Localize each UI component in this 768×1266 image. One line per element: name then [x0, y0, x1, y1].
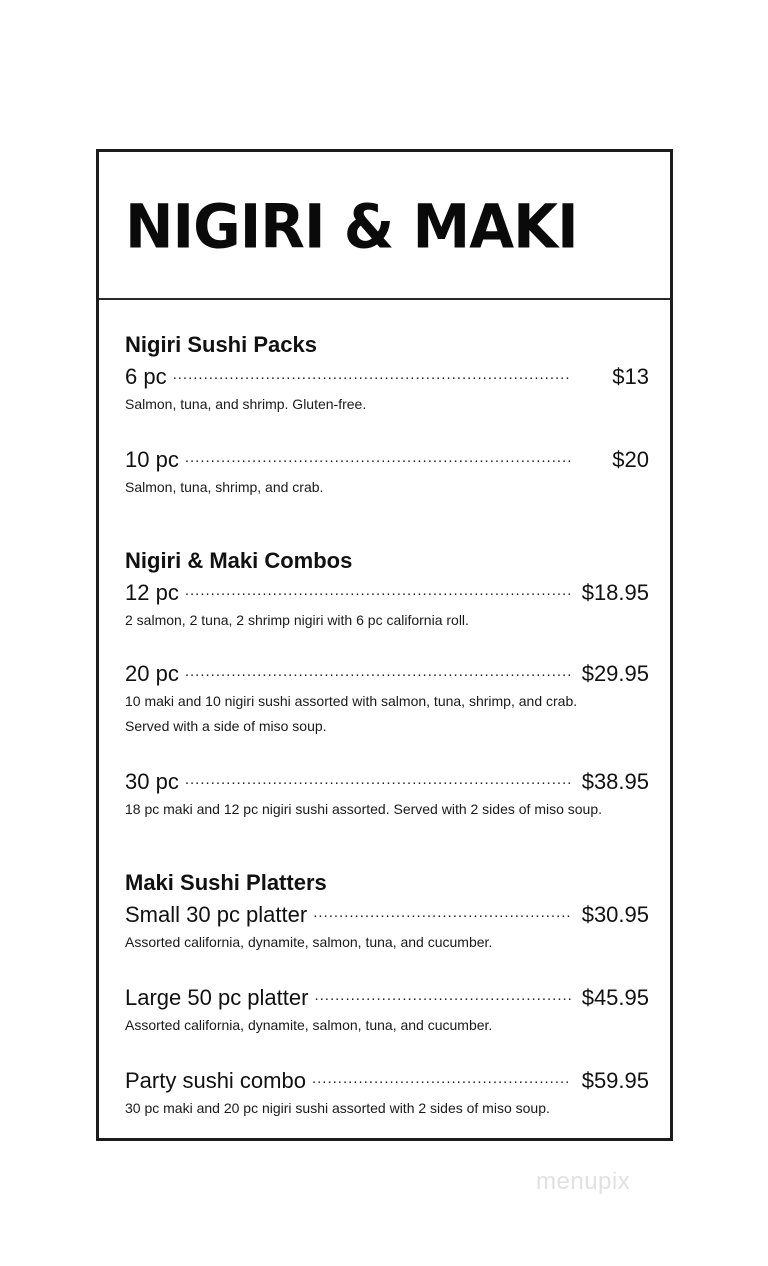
section-nigiri-maki-combos — [125, 548, 649, 822]
item-price: $18.95 — [581, 580, 649, 605]
menu-item — [125, 896, 649, 955]
item-description: 10 maki and 10 nigiri sushi assorted with salmon, tuna, shrimp, and crab. — [125, 693, 578, 709]
menu-item — [125, 574, 649, 633]
section-maki-sushi-platters — [125, 870, 649, 1121]
section-heading: Nigiri & Maki Combos — [125, 548, 353, 573]
menu-item — [125, 441, 649, 500]
item-description: Served with a side of miso soup. — [125, 718, 327, 734]
dot-leader — [314, 979, 571, 1005]
page-title: NIGIRI & MAKI — [125, 190, 578, 263]
item-price: $29.95 — [581, 661, 649, 686]
section-nigiri-sushi-packs — [125, 332, 649, 500]
dot-leader — [173, 358, 571, 384]
menu-item — [125, 979, 649, 1038]
item-description: 30 pc maki and 20 pc nigiri sushi assorted with 2 sides of miso soup. — [125, 1100, 550, 1116]
dot-leader — [312, 1062, 571, 1088]
item-price: $45.95 — [581, 985, 649, 1010]
item-price: $13 — [612, 364, 649, 389]
item-price: $59.95 — [581, 1068, 649, 1093]
item-description: Salmon, tuna, shrimp, and crab. — [125, 479, 324, 495]
item-name: 10 pc — [125, 447, 179, 472]
item-name: Large 50 pc platter — [125, 985, 309, 1010]
dot-leader — [185, 763, 571, 789]
item-price: $20 — [612, 447, 649, 472]
dot-leader — [313, 896, 571, 922]
menu-item — [125, 1062, 649, 1121]
dot-leader — [185, 655, 571, 681]
menu-item — [125, 763, 649, 822]
item-description: 2 salmon, 2 tuna, 2 shrimp nigiri with 6 pc california roll. — [125, 612, 469, 628]
item-price: $30.95 — [581, 902, 649, 927]
item-description: Assorted california, dynamite, salmon, tuna, and cucumber. — [125, 1017, 493, 1033]
item-name: 20 pc — [125, 661, 179, 686]
section-heading: Nigiri Sushi Packs — [125, 332, 317, 357]
item-description: Assorted california, dynamite, salmon, tuna, and cucumber. — [125, 934, 493, 950]
menu-card — [96, 149, 673, 1141]
item-name: 6 pc — [125, 364, 167, 389]
item-name: 30 pc — [125, 769, 179, 794]
item-name: 12 pc — [125, 580, 179, 605]
title-band — [99, 152, 670, 300]
dot-leader — [185, 574, 571, 600]
section-heading: Maki Sushi Platters — [125, 870, 327, 895]
menu-item — [125, 655, 649, 739]
item-description: Salmon, tuna, and shrimp. Gluten-free. — [125, 396, 367, 412]
menupix-watermark: menupix — [536, 1168, 631, 1195]
item-description: 18 pc maki and 12 pc nigiri sushi assorted. Served with 2 sides of miso soup. — [125, 801, 603, 817]
item-name: Party sushi combo — [125, 1068, 306, 1093]
dot-leader — [185, 441, 571, 467]
menu-content — [125, 332, 649, 1121]
item-name: Small 30 pc platter — [125, 902, 308, 927]
item-price: $38.95 — [581, 769, 649, 794]
menu-item — [125, 358, 649, 417]
